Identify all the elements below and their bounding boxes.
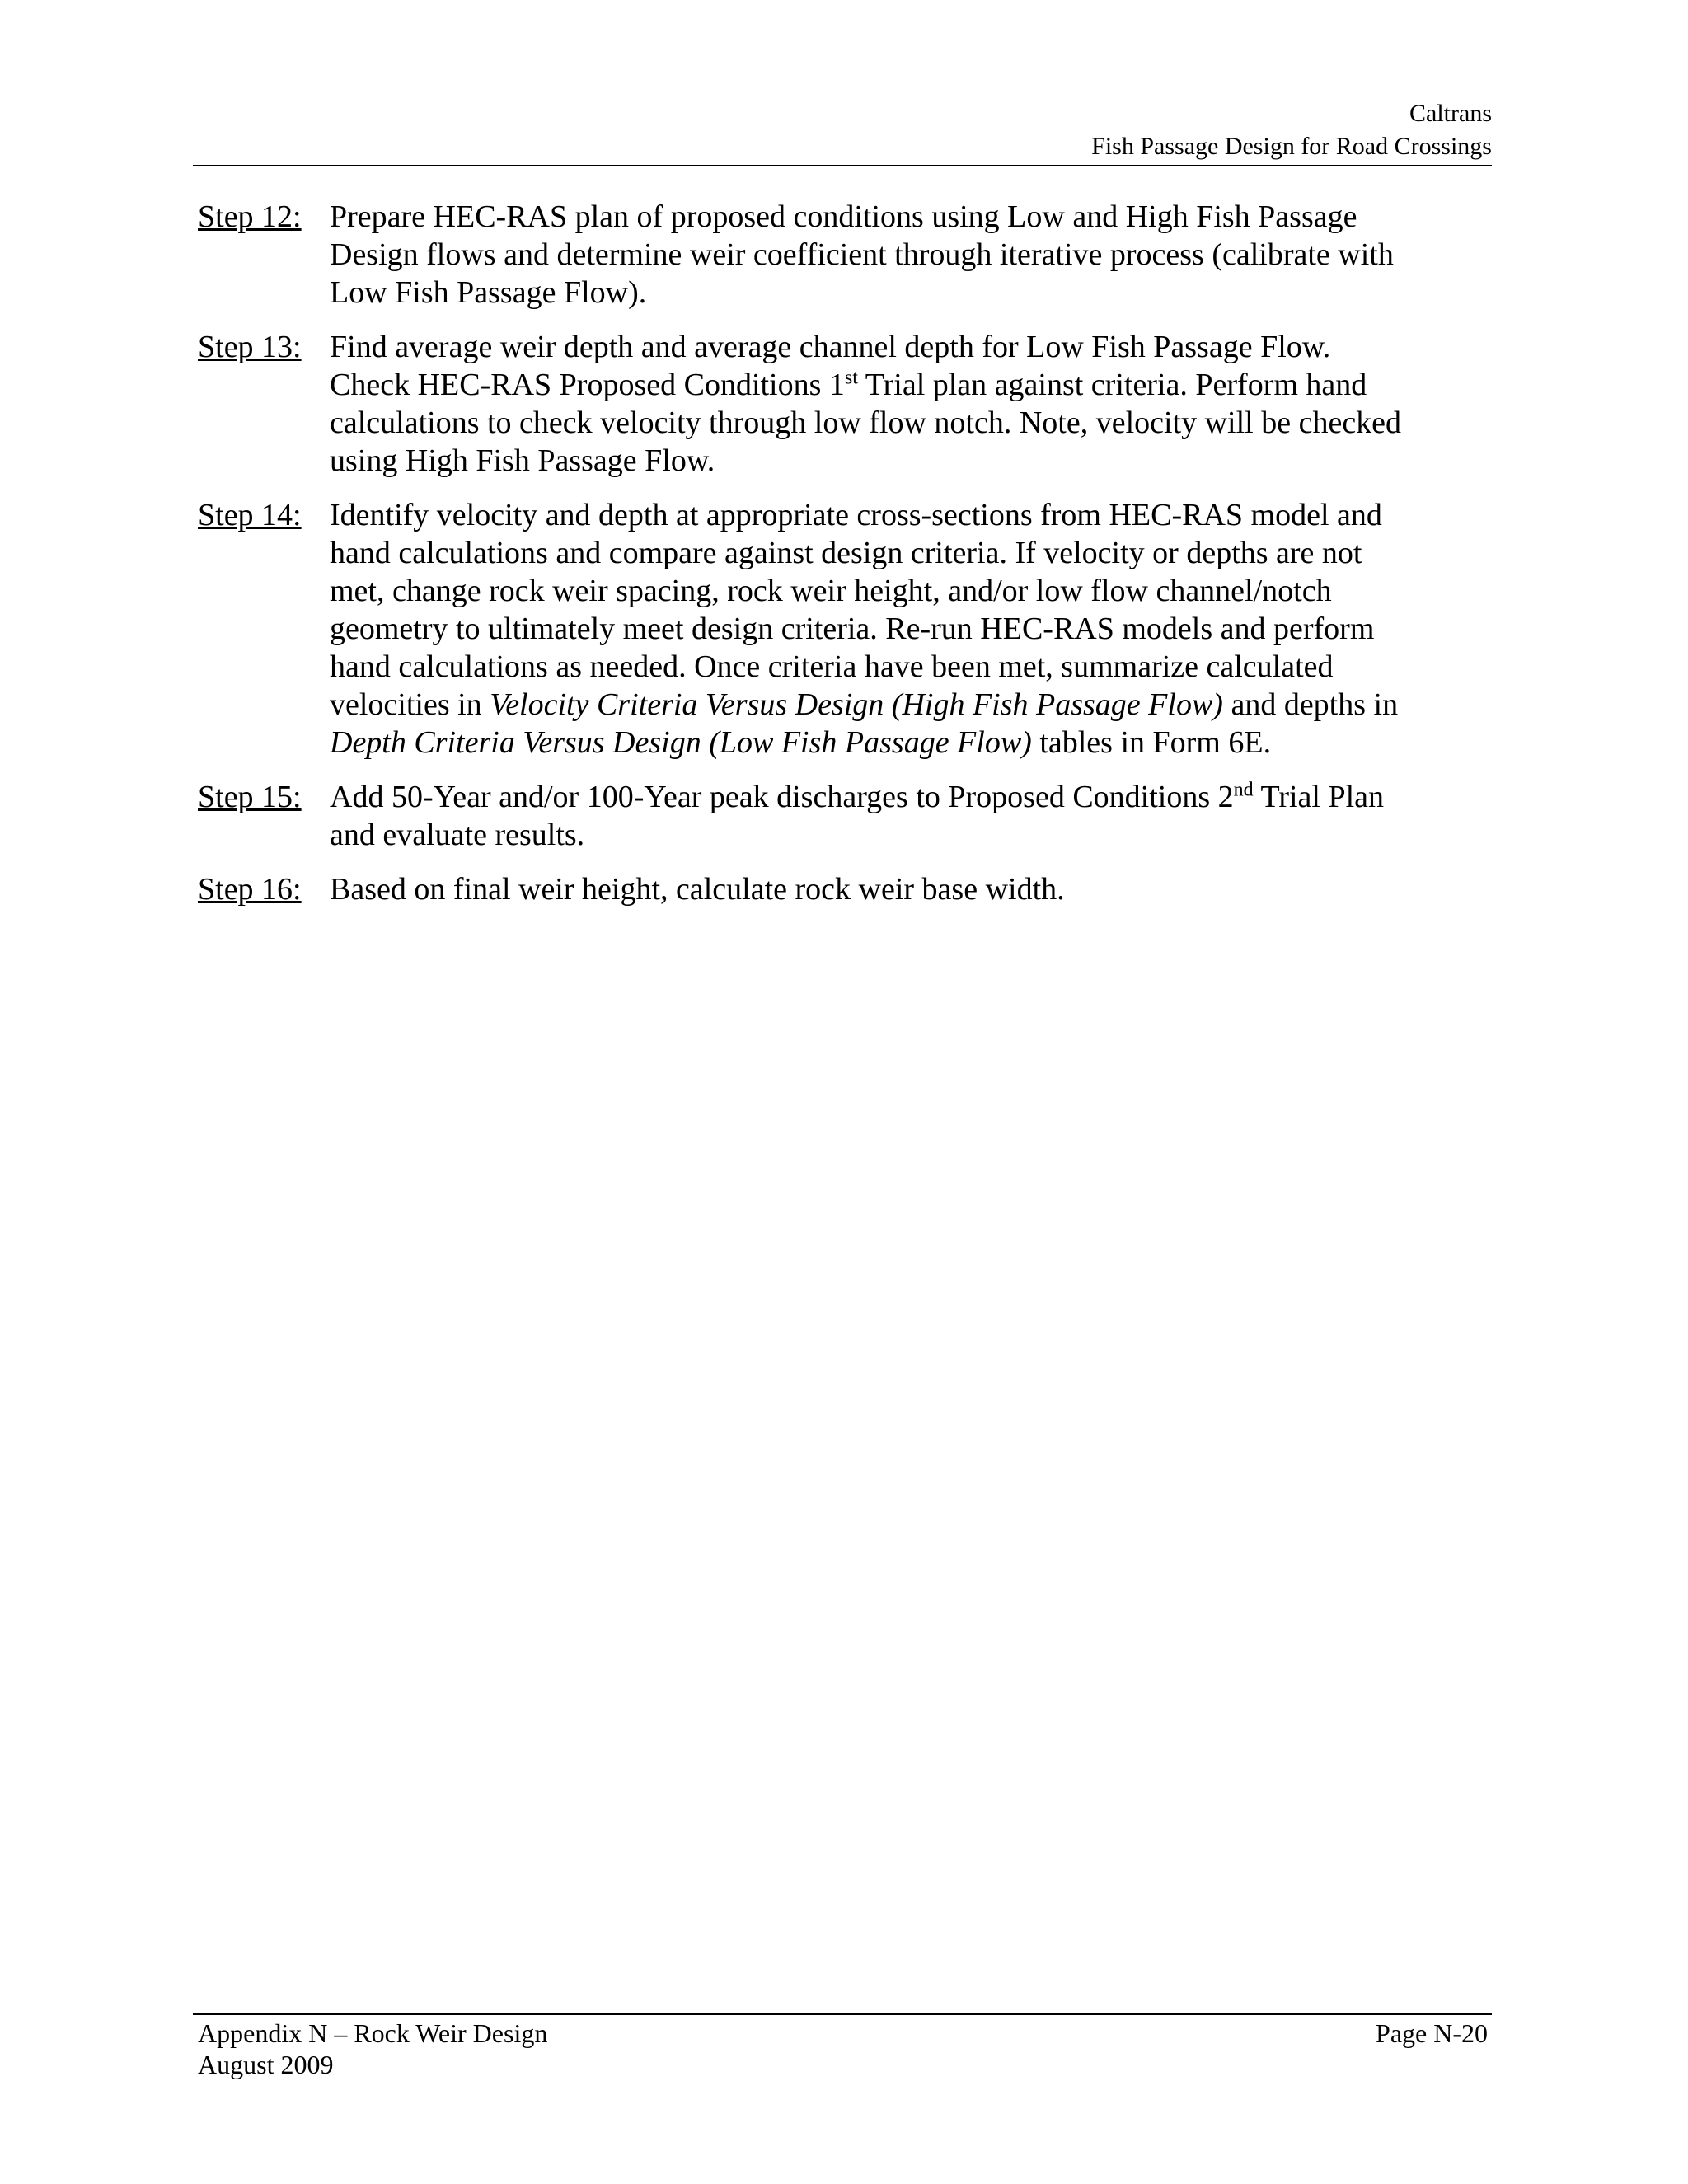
footer-appendix: Appendix N – Rock Weir Design [198, 2018, 548, 2048]
step-text-segment: Check HEC-RAS Proposed Conditions 1 [330, 368, 845, 402]
step-line [330, 686, 1475, 724]
step-line: Low Fish Passage Flow). [330, 275, 647, 310]
footer-page-number: Page N-20 [1376, 2018, 1488, 2048]
step-16 [198, 870, 1492, 908]
step-text-segment: Trial plan against criteria. Perform hand [857, 368, 1367, 402]
step-label: Step 16: [198, 872, 302, 907]
step-text [330, 870, 1492, 908]
footer-row [198, 2018, 1488, 2049]
step-13 [198, 328, 1492, 480]
step-text-segment: tables in Form 6E. [1031, 725, 1272, 760]
step-line [330, 366, 1475, 404]
step-label: Step 14: [198, 498, 302, 532]
header-doc-title: Fish Passage Design for Road Crossings [1091, 133, 1492, 160]
footer-rule [193, 2013, 1492, 2015]
step-text [330, 778, 1492, 854]
steps-list [198, 198, 1492, 925]
step-label: Step 12: [198, 199, 302, 234]
step-line: Based on final weir height, calculate rock weir base width. [330, 872, 1065, 907]
step-line: geometry to ultimately meet design criteria. Re-run HEC-RAS models and perform [330, 612, 1375, 646]
step-line: using High Fish Passage Flow. [330, 443, 715, 478]
page-footer [198, 2018, 1488, 2080]
step-line: Identify velocity and depth at appropriate cross-sections from HEC-RAS model and [330, 498, 1382, 532]
step-text [330, 328, 1492, 480]
table-title-depth: Depth Criteria Versus Design (Low Fish Passage Flow) [330, 725, 1032, 760]
table-title-velocity: Velocity Criteria Versus Design (High Fish Passage Flow) [490, 687, 1223, 722]
step-line: met, change rock weir spacing, rock weir height, and/or low flow channel/notch [330, 574, 1332, 608]
step-text-segment: Trial Plan [1253, 780, 1385, 814]
step-15 [198, 778, 1492, 854]
step-line: hand calculations as needed. Once criteria have been met, summarize calculated [330, 649, 1334, 684]
step-text-segment: and depths in [1222, 687, 1399, 722]
step-text-segment: velocities in [330, 687, 490, 722]
header-rule [193, 165, 1492, 166]
page-header [193, 97, 1492, 163]
footer-date: August 2009 [198, 2050, 334, 2079]
step-12 [198, 198, 1492, 312]
step-line: Find average weir depth and average channel depth for Low Fish Passage Flow. [330, 330, 1331, 364]
step-line: calculations to check velocity through low flow notch. Note, velocity will be checked [330, 405, 1402, 440]
step-text-segment: Add 50-Year and/or 100-Year peak discharges to Proposed Conditions 2 [330, 780, 1234, 814]
step-text [330, 198, 1492, 312]
step-text [330, 496, 1492, 762]
step-line: and evaluate results. [330, 818, 585, 852]
step-14 [198, 496, 1492, 762]
header-org: Caltrans [1409, 100, 1492, 127]
step-label: Step 15: [198, 780, 302, 814]
step-line: Design flows and determine weir coefficient through iterative process (calibrate with [330, 237, 1394, 272]
step-line [330, 778, 1475, 816]
step-label: Step 13: [198, 330, 302, 364]
step-line: Prepare HEC-RAS plan of proposed conditions using Low and High Fish Passage [330, 199, 1357, 234]
step-line: hand calculations and compare against design criteria. If velocity or depths are not [330, 536, 1362, 570]
ordinal-superscript: nd [1233, 779, 1254, 801]
ordinal-superscript: st [844, 367, 858, 389]
step-line [330, 724, 1475, 762]
